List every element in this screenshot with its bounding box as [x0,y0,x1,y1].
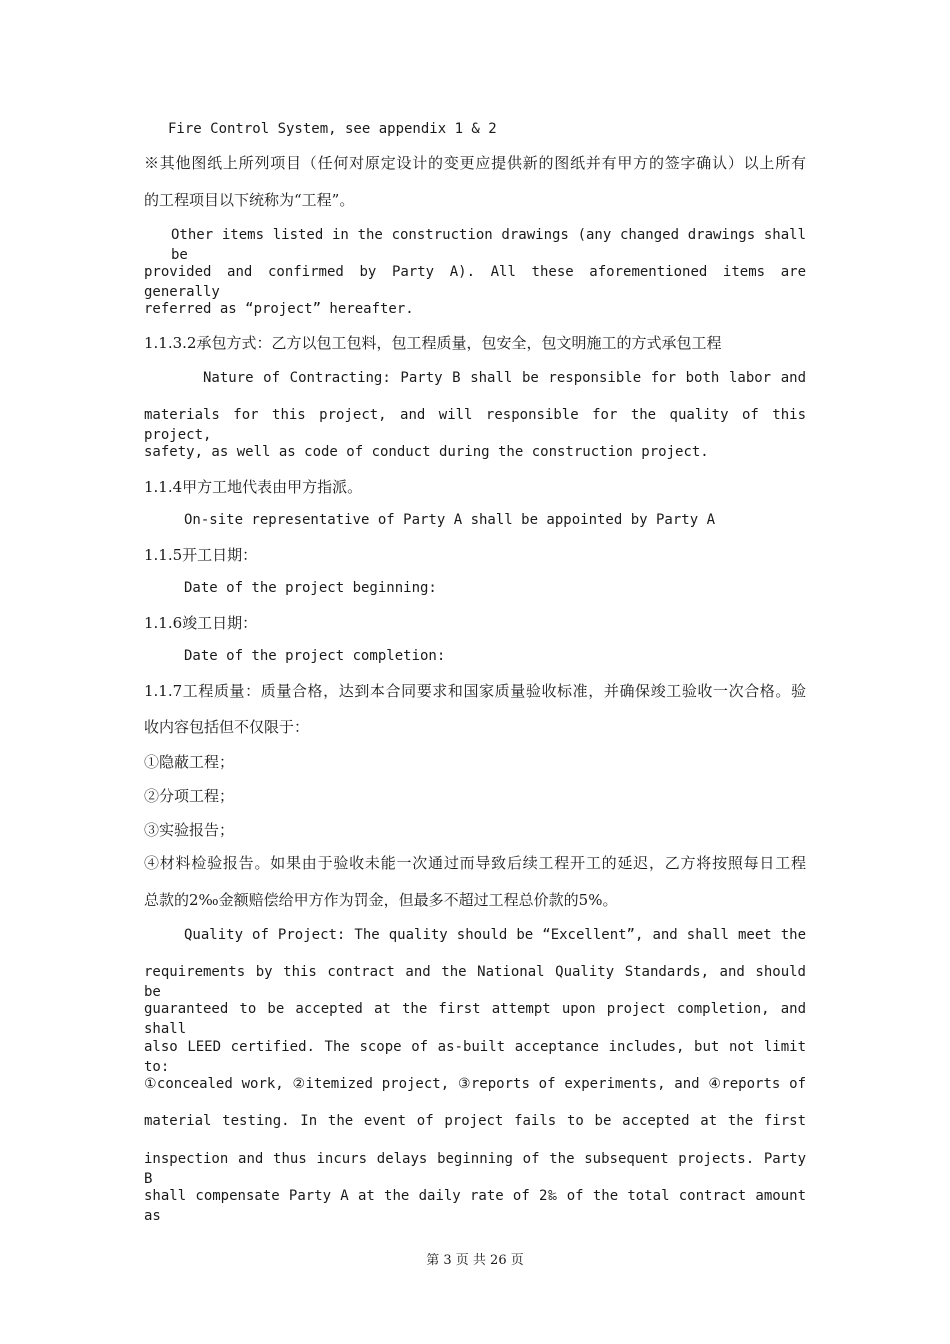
text-line: 总款的2‰金额赔偿给甲方作为罚金，但最多不超过工程总价款的5%。 [144,891,618,909]
text-line: guaranteed to be accepted at the first attempt upon project completion, and shall [144,1001,806,1037]
text-line: 1.1.3.2承包方式：乙方以包工包料，包工程质量，包安全，包文明施工的方式承包工程 [144,334,722,352]
text-line: referred as “project” hereafter. [144,301,414,317]
text-line: 1.1.5开工日期： [144,546,258,564]
text-line: ③实验报告； [144,821,235,839]
text-line: also LEED certified. The scope of as-built acceptance includes, but not limit to: [144,1039,806,1075]
text-line: materials for this project, and will responsible for the quality of this project, [144,407,806,443]
text-line: 1.1.6竣工日期： [144,614,258,632]
text-line: 收内容包括但不仅限于： [144,718,310,736]
text-line: Quality of Project: The quality should be “Excellent”, and shall meet the [184,927,806,943]
text-line: Fire Control System, see appendix 1 & 2 [168,121,497,137]
text-line: requirements by this contract and the National Quality Standards, and should be [144,964,806,1000]
text-line: 的工程项目以下统称为“工程”。 [144,191,355,209]
text-line: ②分项工程； [144,787,235,805]
text-line: inspection and thus incurs delays beginning of the subsequent projects. Party B [144,1151,806,1187]
text-line: provided and confirmed by Party A). All these aforementioned items are generally [144,264,806,300]
text-line: ④材料检验报告。如果由于验收未能一次通过而导致后续工程开工的延迟，乙方将按照每日工程 [144,854,806,872]
text-line: Date of the project completion: [184,648,446,664]
text-line: ①concealed work, ②itemized project, ③reports of experiments, and ④reports of [144,1076,806,1092]
text-line: Nature of Contracting: Party B shall be responsible for both labor and [203,370,806,386]
text-line: ※其他图纸上所列项目（任何对原定设计的变更应提供新的图纸并有甲方的签字确认）以上所有 [144,154,806,172]
text-line: 1.1.7工程质量：质量合格，达到本合同要求和国家质量验收标准，并确保竣工验收一次合格。验 [144,682,806,700]
text-line: Other items listed in the construction drawings (any changed drawings shall be [171,227,806,263]
text-line: 1.1.4甲方工地代表由甲方指派。 [144,478,363,496]
text-line: ①隐蔽工程； [144,753,235,771]
text-line: shall compensate Party A at the daily rate of 2‰ of the total contract amount as [144,1188,806,1224]
text-line: On-site representative of Party A shall be appointed by Party A [184,512,716,528]
text-line: safety, as well as code of conduct during the construction project. [144,444,709,460]
page-number-footer: 第 3 页 共 26 页 [426,1253,524,1268]
text-line: Date of the project beginning: [184,580,437,596]
text-line: material testing. In the event of project fails to be accepted at the first [144,1113,806,1129]
